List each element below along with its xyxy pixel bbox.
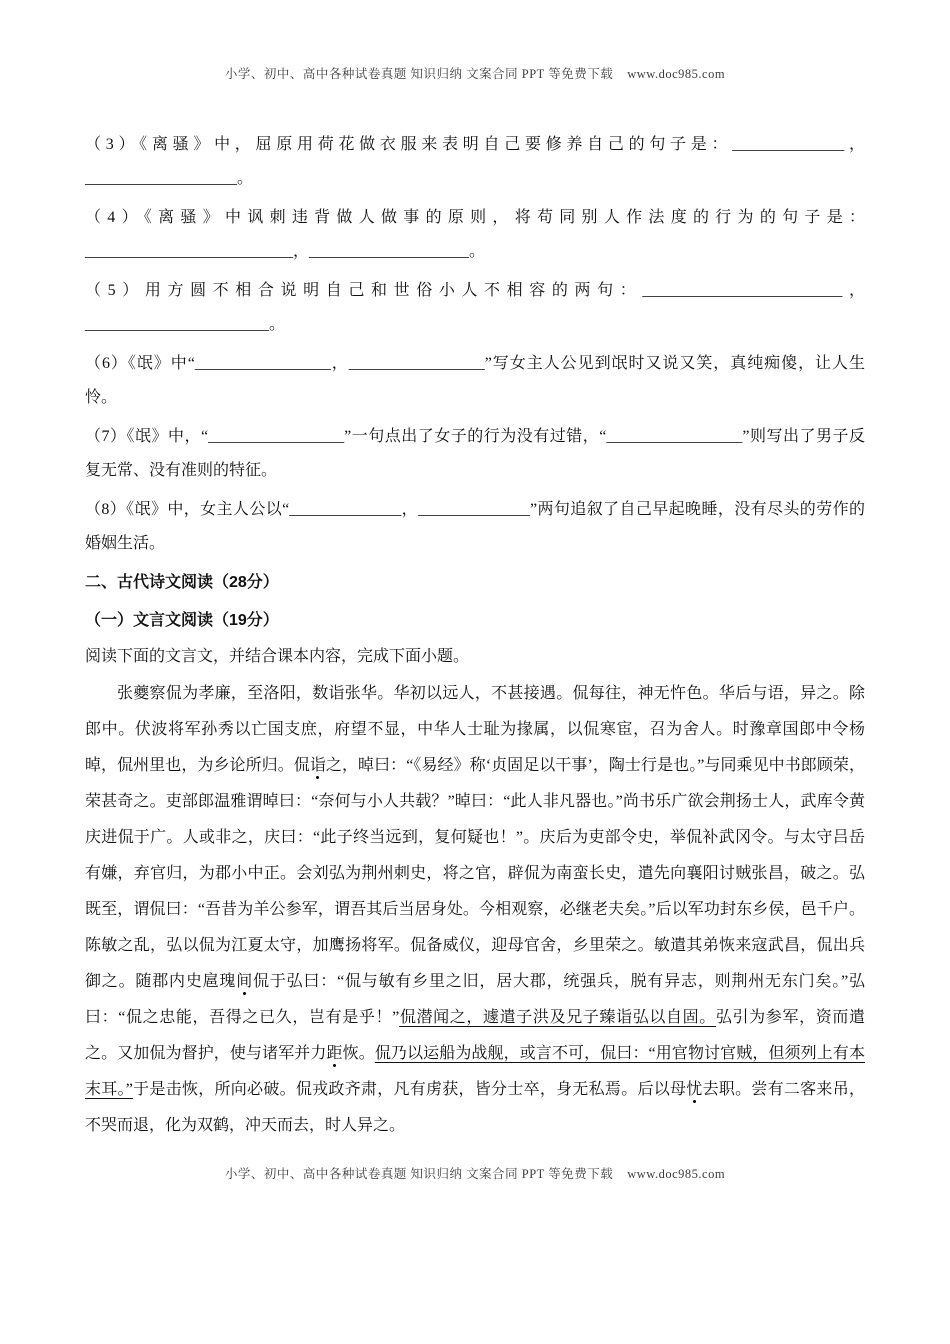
question-text: （6）《氓》中“ — [85, 355, 195, 372]
passage — [85, 676, 865, 1144]
question-8 — [85, 493, 865, 561]
subsection-title: （一）文言文阅读（19分） — [85, 612, 279, 629]
underlined-sentence: 侃潜闻之，遽遣子洪及兄子臻诣弘以自固。 — [399, 1009, 716, 1026]
answer-blank: _________________ — [348, 355, 485, 372]
page-footer — [85, 1164, 865, 1182]
emphasized-word: 间 — [236, 973, 254, 990]
passage-text: 恢。 — [342, 1045, 375, 1062]
question-text: ”一句点出了女子的行为没有过错，“ — [344, 428, 607, 445]
question-4 — [85, 201, 865, 269]
footer-url: www.doc985.com — [627, 1167, 726, 1181]
passage-text: 之，晫曰：“《易经》称‘贞固足以干事’，陶士行是也。”与同乘见中书郎顾荣，荣甚奇之。吏部郎温雅谓晫曰：“奈何与小人共载？”晫曰：“此人非凡器也。”尚书乐广欲会荆扬士人，武库令黄庆进侃于广。人或非之，庆曰：“此子终当远到，复何疑也！”。庆后为吏部令史，举侃补武冈令。与太守吕岳有嫌，弃官归，为郡小中正。会刘弘为荆州刺史，将之官，辟侃为南蛮长史，遣先向襄阳讨贼张昌，破之。弘既至，谓侃曰：“吾昔为羊公参军，谓吾其后当居身处。今相观察，必继老夫矣。”后以军功封东乡侯，邑千户。陈敏之乱，弘以侃为江夏太守，加鹰扬将军。侃备威仪，迎母官舍，乡里荣之。敏遣其弟恢来寇武昌，侃出兵御之。随郡内史扈瑰 — [85, 757, 865, 990]
answer-blank: __________________________ — [85, 243, 293, 260]
emphasized-word: 忧 — [686, 1081, 703, 1098]
answer-blank: _________________ — [606, 428, 743, 445]
answer-blank: ______________ — [732, 136, 845, 153]
question-7 — [85, 420, 865, 488]
answer-blank: _________________ — [194, 355, 331, 372]
question-text: ”则写出了男子反复无常、没有准则的特征。 — [85, 428, 865, 479]
emphasized-word: 诣 — [309, 757, 326, 774]
passage-intro: 阅读下面的文言文，并结合课本内容，完成下面小题。 — [85, 648, 470, 665]
passage-text: 弘引为参军，资而遣之。又加侃为督护，使与诸军并力 — [85, 1009, 865, 1062]
section-title: 二、古代诗文阅读（28分） — [85, 574, 279, 591]
answer-blank: ______________ — [289, 501, 402, 518]
question-text: （8）《氓》中，女主人公以“ — [85, 501, 290, 518]
question-text: 。 — [469, 243, 486, 260]
underlined-sentence: 侃乃以运船为战舰，或言不可，侃曰：“用官物讨官贼，但须列上有本末耳。” — [85, 1045, 865, 1098]
passage-text: 张夔察侃为孝廉，至洛阳，数诣张华。华初以远人，不甚接遇。侃每往，神无忤色。华后与语，异之。除郎中。伏波将军孙秀以亡国支庶，府望不显，中华人士耻为掾属，以侃寒宦，召为舍人。时豫章国郎中令杨晫，侃州里也，为乡论所归。侃 — [85, 685, 865, 774]
footer-text: 小学、初中、高中各种试卷真题 知识归纳 文案合同 PPT 等免费下载 — [224, 1167, 614, 1181]
question-text: （4）《离骚》中讽刺违背做人做事的原则，将苟同别人作法度的行为的句子是： — [85, 209, 865, 226]
questions — [85, 128, 865, 561]
question-text: ， — [842, 282, 865, 299]
question-6 — [85, 347, 865, 415]
question-text: （3）《离骚》中，屈原用荷花做衣服来表明自己要修养自己的句子是： — [85, 136, 733, 153]
question-text: ”写女主人公见到氓时又说又笑，真纯痴傻，让人生怜。 — [85, 355, 865, 406]
answer-blank: _______________________ — [85, 316, 269, 333]
emphasized-word: 距 — [326, 1045, 343, 1062]
answer-blank: ____________________ — [309, 243, 470, 260]
answer-blank: ______________ — [418, 501, 531, 518]
question-text: ， — [844, 136, 865, 153]
question-text: ， — [401, 501, 419, 518]
question-3 — [85, 128, 865, 196]
passage-text: 侃于弘曰：“侃与敏有乡里之旧，居大郡，统强兵，脱有异志，则荆州无东门矣。”弘曰：“侃之忠能，吾得之已久，岂有是乎！” — [85, 973, 865, 1026]
question-text: 。 — [237, 170, 254, 187]
passage-text: 于是击恢，所向必破。侃戎政齐肃，凡有虏获，皆分士卒，身无私焉。后以母 — [132, 1081, 687, 1098]
question-text: 。 — [269, 316, 286, 333]
question-text: （7）《氓》中，“ — [85, 428, 209, 445]
page-header — [85, 64, 865, 82]
answer-blank: _________________ — [208, 428, 345, 445]
passage-text: 去职。尝有二客来吊，不哭而退，化为双鹤，冲天而去，时人异之。 — [85, 1081, 865, 1134]
question-text: ， — [293, 243, 310, 260]
answer-blank: ___________________ — [85, 170, 237, 187]
header-text: 小学、初中、高中各种试卷真题 知识归纳 文案合同 PPT 等免费下载 — [224, 67, 614, 81]
question-text: ， — [330, 355, 349, 372]
header-url: www.doc985.com — [627, 67, 726, 81]
question-text: ”两句追叙了自己早起晚睡，没有尽头的劳作的婚姻生活。 — [85, 501, 865, 552]
question-text: （5）用方圆不相合说明自己和世俗小人不相容的两句： — [85, 282, 643, 299]
question-5 — [85, 274, 865, 342]
answer-blank: _________________________ — [642, 282, 843, 299]
